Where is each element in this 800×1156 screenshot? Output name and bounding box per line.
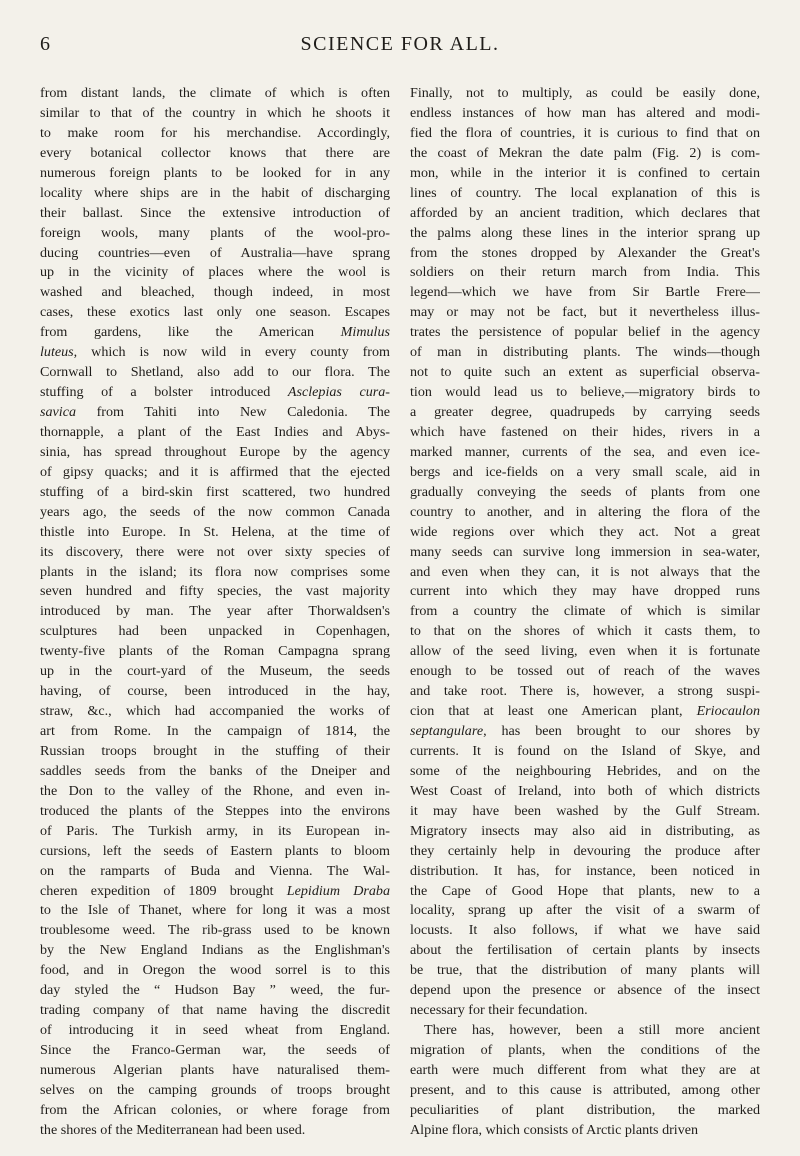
text-line: up in the vicinity of places where the wool is [40,264,390,281]
text-line: septangulare, has been brought to our shores by [410,723,760,739]
text-line: locusts. It also follows, if what we have said [410,922,760,939]
text-line: years ago, the seeds of the now common Canada [40,503,390,520]
running-title: SCIENCE FOR ALL. [300,33,500,55]
text-line: may or may not be fact, but it nevertheless illus- [410,304,760,321]
text-line: soldiers on their return march from India. This [410,264,760,281]
text-line: which have fastened on their hides, rivers in a [410,423,760,440]
text-line: wide regions over which they act. Not a great [410,523,760,540]
text-line: day styled the “ Hudson Bay ” weed, the fur- [40,982,390,999]
text-line: saddles seeds from the banks of the Dneiper and [40,762,390,779]
text-line: current into which they may have dropped runs [410,583,760,600]
text-line: endless instances of how man has altered and modi- [410,104,760,121]
left-text-column [40,84,390,1141]
text-line: art from Rome. In the campaign of 1814, the [40,723,390,739]
text-line: similar to that of the country in which he shoots it [40,104,390,121]
text-line: numerous Algerian plants have naturalised them- [40,1061,390,1078]
text-line: luteus, which is now wild in every county from [40,344,390,361]
text-line: from distant lands, the climate of which is often [40,85,390,101]
page-header [40,33,760,63]
text-line: Cornwall to Shetland, also add to our flora. The [40,364,390,381]
text-line: of gipsy quacks; and it is affirmed that the ejected [40,463,390,480]
text-line: of man in distributing plants. The winds—though [410,344,760,361]
page-number: 6 [40,33,51,55]
text-line: the Don to the valley of the Rhone, and even in- [40,782,390,799]
text-line: from gardens, like the American Mimulus [40,324,390,341]
text-line: mon, while in the interior it is confined to certain [410,164,760,181]
text-line: its discovery, there were not over sixty species of [40,543,390,560]
text-line: West Coast of Ireland, into both of which districts [410,782,760,799]
text-line: stuffing of a bird-skin first scattered, two hundred [40,483,390,500]
text-line: and even when they can, it is not always that the [410,563,760,580]
text-line: it may have been washed by the Gulf Stream. [410,802,760,819]
text-line: stuffing of a bolster introduced Asclepias cura- [40,384,390,401]
text-line: ducing countries—even of Australia—have sprang [40,244,390,261]
text-line: on the ramparts of Buda and Vienna. The Wal- [40,862,390,879]
text-line: troduced the plants of the Steppes into the environs [40,802,390,819]
text-line: to the Isle of Thanet, where for long it was a most [40,902,390,919]
text-line: by the New England Indians as the Englishman's [40,942,390,959]
text-line: legend—which we have from Sir Bartle Frere— [410,284,760,301]
text-line: of introducing it in seed wheat from England. [40,1022,390,1039]
text-line: bergs and ice-fields on a very small scale, aid in [410,463,760,480]
text-line: Finally, not to multiply, as could be easily done, [410,85,760,101]
text-line: the Cape of Good Hope that plants, new to a [410,882,760,899]
text-line: depend upon the presence or absence of the insect [410,982,760,999]
text-line: washed and bleached, though indeed, in most [40,284,390,301]
text-line: cursions, left the seeds of Eastern plants to bloom [40,842,390,859]
text-line: the shores of the Mediterranean had been used. [40,1121,306,1138]
text-line: troublesome weed. The rib-grass used to be known [40,922,390,939]
text-line: every botanical collector knows that there are [40,144,390,161]
text-line: numerous foreign plants to be looked for in any [40,164,390,181]
text-line: cion that at least one American plant, Eriocaulon [410,703,760,720]
text-line: locality, sprang up after the visit of a swarm of [410,902,760,919]
text-line: from the stones dropped by Alexander the Great's [410,244,760,261]
text-line: cheren expedition of 1809 brought Lepidium Draba [40,882,390,899]
text-line: their ballast. Since the extensive introduction of [40,204,390,221]
text-line: country to another, and in altering the flora of the [410,503,760,520]
text-line: plants in the island; its flora now comprises some [40,563,390,580]
text-line: enough to be tossed out of reach of the waves [410,663,760,680]
text-line: gradually conveying the seeds of plants from one [410,483,760,500]
text-line: from the African colonies, or where forage from [40,1101,390,1118]
text-line: There has, however, been a still more ancient [424,1022,760,1039]
text-line: thornapple, a plant of the East Indies and Abys- [40,423,390,440]
text-line: Since the Franco-German war, the seeds of [40,1042,390,1058]
text-line: they certainly help in devouring the produce after [410,842,760,859]
right-text-column [410,84,760,1141]
text-line: thistle into Europe. In St. Helena, at the time of [40,523,390,540]
text-line: from a country the climate of which is similar [410,603,760,620]
text-line: the palms along these lines in the interior sprang up [410,224,760,241]
text-line: sculptures had been unpacked in Copenhagen, [40,623,390,640]
text-line: tion would lead us to believe,—migratory birds to [410,384,760,401]
text-line: migration of plants, when the conditions of the [410,1042,760,1058]
text-line: foreign wools, many plants of the wool-pro- [40,224,390,241]
text-line: currents. It is found on the Island of Skye, and [410,742,760,759]
text-line: be true, that the distribution of many plants will [410,962,760,979]
text-line: Russian troops brought in the stuffing of their [40,742,390,759]
text-line: about the fertilisation of certain plants by insects [410,942,760,959]
text-line: some of the neighbouring Hebrides, and on the [410,762,760,779]
text-line: cases, these exotics last only one season. Escapes [40,304,390,321]
text-line: afforded by an ancient tradition, which declares that [410,204,760,221]
text-line: up in the court-yard of the Museum, the seeds [40,663,390,680]
text-line: savica from Tahiti into New Caledonia. The [40,404,390,420]
text-line: seven hundred and fifty species, the vast majority [40,583,390,600]
text-line: distribution. It has, for instance, been noticed in [410,862,760,879]
text-line: having, of course, been introduced in the hay, [40,683,390,700]
text-line: Alpine flora, which consists of Arctic plants driven [410,1121,699,1138]
text-line: marked manner, currents of the sea, and even ice- [410,443,760,460]
text-line: a greater degree, quadrupeds by carrying seeds [410,404,760,420]
text-line: not to quite such an extent as superficial observa- [410,364,760,381]
text-line: earth were much different from what they are at [410,1061,760,1078]
text-line: the coast of Mekran the date palm (Fig. 2) is com- [410,144,760,161]
text-line: many seeds can survive long immersion in sea-water, [410,543,760,560]
text-line: Migratory insects may also aid in distributing, as [410,822,760,839]
text-line: introduced by man. The year after Thorwaldsen's [40,603,390,620]
text-line: to that on the shores of which it casts them, to [410,623,760,640]
text-line: trates the persistence of popular belief in the agency [410,324,760,341]
text-line: allow of the seed living, even when it is fortunate [410,643,760,660]
text-line: fied the flora of countries, it is curious to find that on [410,124,760,141]
text-line: trading company of that name having the discredit [40,1002,390,1019]
text-line: of Paris. The Turkish army, in its European in- [40,822,390,839]
text-line: straw, &c., which had accompanied the works of [40,703,390,720]
text-line: food, and in Oregon the wood sorrel is to this [40,962,390,979]
text-line: selves on the camping grounds of troops brought [40,1081,390,1098]
text-line: necessary for their fecundation. [410,1002,588,1019]
text-line: and take root. There is, however, a strong suspi- [410,683,760,700]
text-line: peculiarities of plant distribution, the marked [410,1101,760,1118]
text-line: sinia, has spread throughout Europe by the agency [40,443,390,460]
text-line: lines of country. The local explanation of this is [410,184,760,201]
text-line: present, and to this cause is attributed, among other [410,1081,760,1098]
text-line: twenty-five plants of the Roman Campagna sprang [40,643,390,660]
text-line: to make room for his merchandise. Accordingly, [40,124,390,141]
text-line: locality where ships are in the habit of discharging [40,184,390,201]
